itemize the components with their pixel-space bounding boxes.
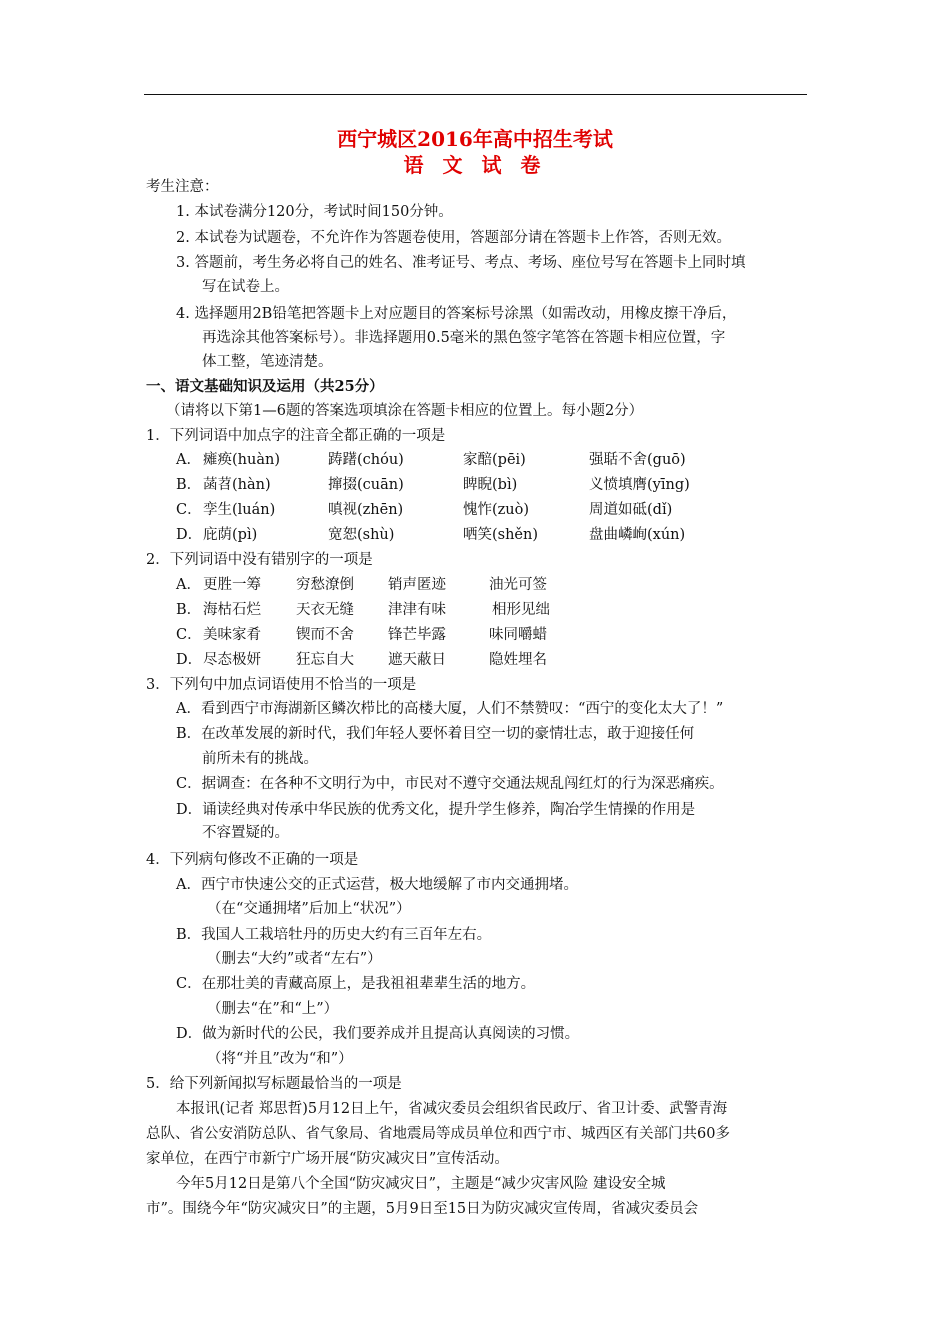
question-4-option-a-fix: （在“交通拥堵”后加上“状况”） [207,901,411,917]
question-5-stem: 5．给下列新闻拟写标题最恰当的一项是 [146,1076,402,1092]
option-word: 周道如砥(dǐ) [589,502,673,518]
option-word: 瘫痪(huàn) [203,452,280,468]
option-word: 强聒不舍(guō) [589,452,686,468]
header-rule [144,94,807,95]
exam-subtitle: 语 文 试 卷 [403,153,547,177]
notice-item-4-cont: 再选涂其他答案标号）。非选择题用0.5毫米的黑色签字笔答在答题卡相应位置，字 [202,330,726,346]
option-word: 家醅(pēi) [463,452,526,468]
question-3-option-a: A．看到西宁市海湖新区鳞次栉比的高楼大厦，人们不禁赞叹：“西宁的变化太大了！” [176,701,724,717]
option-word: 嗔视(zhēn) [328,502,404,518]
news-paragraph-1-cont: 总队、省公安消防总队、省气象局、省地震局等成员单位和西宁市、城西区有关部门共60多 [146,1126,730,1142]
option-letter: C． [176,502,202,518]
option-letter: B． [176,477,202,493]
notice-item-1: 1. 本试卷满分120分，考试时间150分钟。 [176,204,453,220]
question-4-option-d-fix: （将“并且”改为“和”） [207,1051,353,1067]
option-letter: C． [176,627,202,643]
question-3-stem: 3．下列句中加点词语使用不恰当的一项是 [146,677,417,693]
question-4-option-c: C．在那壮美的青藏高原上，是我祖祖辈辈生活的地方。 [176,976,536,992]
option-word: 锋芒毕露 [388,627,446,643]
option-word: 撺掇(cuān) [328,477,404,493]
news-paragraph-2-cont: 市”。围绕今年“防灾减灾日”的主题，5月9日至15日为防灾减灾宣传周，省减灾委员会 [146,1201,699,1217]
option-word: 哂笑(shěn) [463,527,539,543]
option-word: 菡苕(hàn) [203,477,271,493]
notice-item-3-cont: 写在试卷上。 [202,279,289,295]
option-word: 油光可签 [489,577,547,593]
option-word: 美味家肴 [203,627,261,643]
option-word: 尽态极妍 [203,652,261,668]
notice-item-4: 4. 选择题用2B铅笔把答题卡上对应题目的答案标号涂黑（如需改动，用橡皮擦干净后， [176,306,737,322]
notice-heading: 考生注意： [146,179,219,195]
option-letter: A． [176,452,201,468]
option-word: 津津有味 [388,602,446,618]
notice-item-3: 3. 答题前，考生务必将自己的姓名、准考证号、考点、考场、座位号写在答题卡上同时填 [176,255,746,271]
question-4-option-a: A．西宁市快速公交的正式运营，极大地缓解了市内交通拥堵。 [176,877,578,893]
question-4-option-c-fix: （删去“在”和“上”） [207,1001,339,1017]
news-paragraph-1: 本报讯(记者 郑思哲)5月12日上午，省减灾委员会组织省民政厅、省卫计委、武警青海 [176,1101,728,1117]
question-4-option-d: D．做为新时代的公民，我们要养成并且提高认真阅读的习惯。 [176,1026,580,1042]
option-letter: D． [176,527,203,543]
option-word: 穷愁潦倒 [296,577,354,593]
option-word: 睥睨(bì) [463,477,518,493]
option-word: 海枯石烂 [203,602,261,618]
option-word: 义愤填膺(yīng) [589,477,690,493]
option-word: 踌躇(chóu) [328,452,404,468]
option-word: 味同嚼蜡 [489,627,547,643]
news-paragraph-1-cont2: 家单位，在西宁市新宁广场开展“防灾减灾日”宣传活动。 [146,1151,509,1167]
notice-item-2: 2. 本试卷为试题卷，不允许作为答题卷使用，答题部分请在答题卡上作答，否则无效。 [176,230,731,246]
option-word: 锲而不舍 [296,627,354,643]
question-3-option-d-cont: 不容置疑的。 [202,825,289,841]
option-word: 天衣无缝 [296,602,354,618]
question-1-stem: 1．下列词语中加点字的注音全都正确的一项是 [146,428,446,444]
option-word: 宽恕(shù) [328,527,395,543]
option-word: 盘曲嶙峋(xún) [589,527,686,543]
question-3-option-b-cont: 前所未有的挑战。 [202,751,318,767]
option-word: 庇荫(pì) [203,527,258,543]
option-word: 孪生(luán) [203,502,276,518]
question-4-stem: 4．下列病句修改不正确的一项是 [146,852,359,868]
option-word: 狂忘自大 [296,652,354,668]
option-word: 遮天蔽日 [388,652,446,668]
option-word: 愧怍(zuò) [463,502,530,518]
option-word: 更胜一筹 [203,577,261,593]
exam-title: 西宁城区2016年高中招生考试 [337,127,613,151]
option-word: 相形见绌 [492,602,550,618]
option-letter: D． [176,652,203,668]
question-4-option-b: B．我国人工栽培牡丹的历史大约有三百年左右。 [176,927,492,943]
section-heading: 一、语文基础知识及运用（共25分） [146,378,384,395]
option-letter: B． [176,602,202,618]
question-3-option-d: D．诵读经典对传承中华民族的优秀文化，提升学生修养，陶冶学生情操的作用是 [176,802,696,818]
section-instruction: （请将以下第1—6题的答案选项填涂在答题卡相应的位置上。每小题2分） [166,403,644,419]
option-letter: A． [176,577,201,593]
option-word: 隐姓埋名 [489,652,547,668]
notice-item-4-cont2: 体工整，笔迹清楚。 [202,354,333,370]
question-2-stem: 2．下列词语中没有错别字的一项是 [146,552,373,568]
news-paragraph-2: 今年5月12日是第八个全国“防灾减灾日”，主题是“减少灾害风险 建设安全城 [176,1176,666,1192]
question-3-option-c: C．据调查：在各种不文明行为中，市民对不遵守交通法规乱闯红灯的行为深恶痛疾。 [176,776,724,792]
question-4-option-b-fix: （删去“大约”或者“左右”） [207,951,382,967]
option-word: 销声匿迹 [388,577,446,593]
question-3-option-b: B．在改革发展的新时代，我们年轻人要怀着目空一切的豪情壮志，敢于迎接任何 [176,726,695,742]
